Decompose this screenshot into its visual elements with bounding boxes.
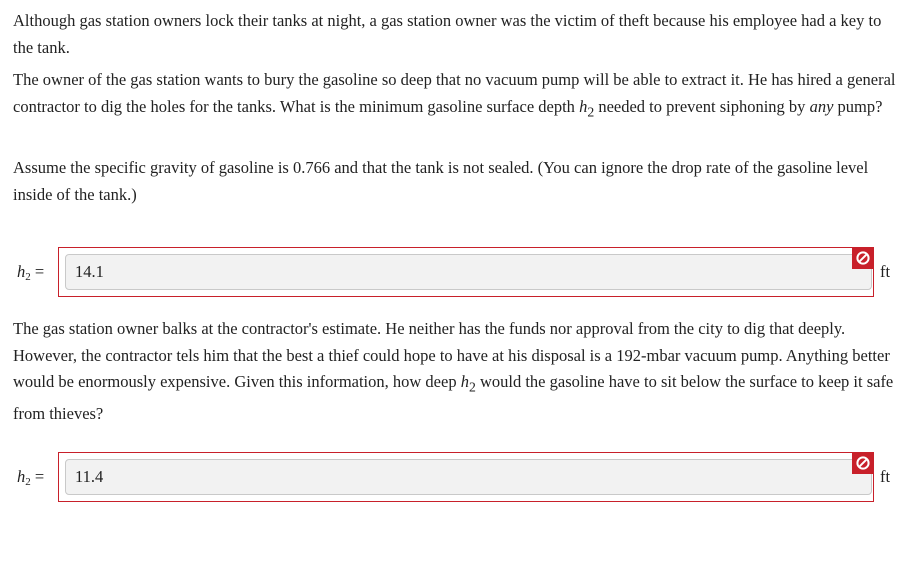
question-1-text [13,67,903,125]
problem-intro: Although gas station owners lock their tanks at night, a gas station owner was the victim of theft because his employee had a key to the tank. [13,11,882,57]
question-1-lead: The owner of the gas station wants to bury the gasoline so deep that no vacuum pump will be able to extract it. He has hired a general contractor to dig the holes for the tanks. What is the minimum gasoline surface depth [13,70,896,116]
var-subscript: 2 [587,103,595,119]
assumption-text: Assume the specific gravity of gasoline is 0.766 and that the tank is not sealed. (You can ignore the drop rate of the gasoline level inside of the tank.) [13,158,869,204]
var-symbol: h [17,467,26,486]
answer-1-field-outline [58,247,874,297]
answer-2-input[interactable]: 11.4 [65,459,872,495]
incorrect-icon [852,452,874,474]
var-symbol: h [17,262,26,281]
var-subscript: 2 [468,379,476,395]
question-2-end: would the gasoline have to sit below the surface to keep it safe from thieves? [13,372,894,423]
answer-1-label [17,262,44,283]
answer-1-unit: ft [880,262,891,281]
var-symbol: h [460,372,469,391]
question-1-end: pump? [833,96,883,116]
question-1-emphasis: any [809,96,834,116]
equals-sign: = [34,262,45,281]
var-subscript: 2 [25,476,31,488]
question-1-mid: needed to prevent siphoning by [594,96,810,116]
question-2-text [13,316,903,427]
answer-2-field-outline [58,452,874,502]
answer-row-1 [0,245,915,305]
var-symbol: h [579,96,588,116]
answer-1-input[interactable]: 14.1 [65,254,872,290]
equals-sign: = [34,467,45,486]
answer-2-unit: ft [880,467,891,486]
incorrect-icon [852,247,874,269]
answer-2-label [17,467,44,488]
answer-row-2 [0,450,915,510]
question-2-lead: The gas station owner balks at the contractor's estimate. He neither has the funds nor approval from the city to dig that deeply. However, the contractor tels him that the best a thief could hope to have at his disposal is a 192-mbar vacuum pump. Anything better would be enormously expensive. Given this information, how deep [13,319,890,391]
var-subscript: 2 [25,271,31,283]
